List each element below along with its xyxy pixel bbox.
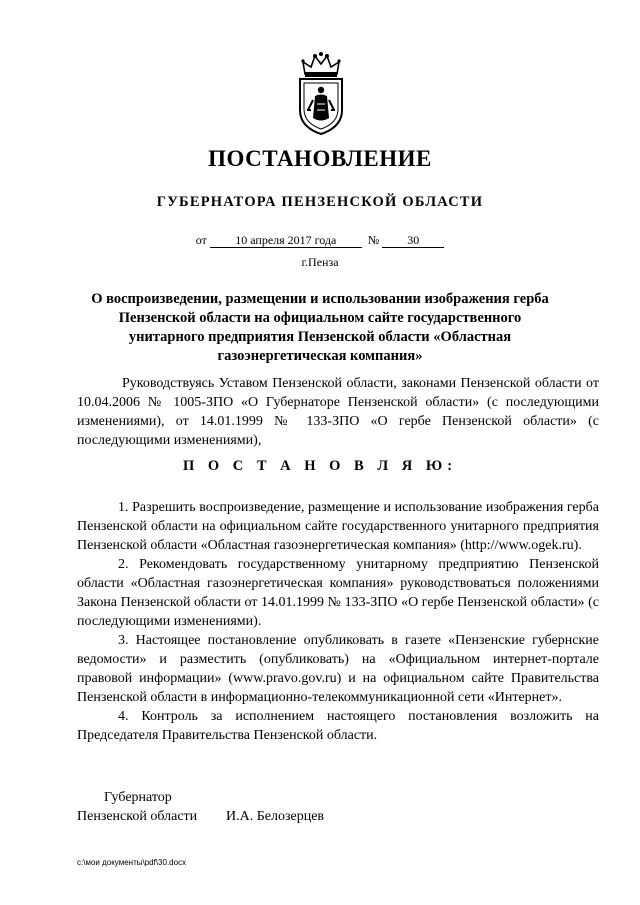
date-prefix: от <box>195 233 207 247</box>
decree-items <box>77 498 599 745</box>
decree-item-2: 2. Рекомендовать государственному унитарному предприятию Пензенской области «Областная газоэнергетическая компания» руководствоваться положениями Закона Пензенской области от 14.01.1999 № 133-ЗПО «О гербе Пензенской области» (с последующими изменениями). <box>77 557 599 629</box>
document-heading: О воспроизведении, размещении и использовании изображения герба Пензенской области на официальном сайте государственного унитарного предприятия Пензенской области «Областная газоэнергетическая компания» <box>91 291 549 364</box>
city: г.Пенза <box>301 255 339 269</box>
coat-of-arms-icon <box>291 52 351 136</box>
document-number: 30 <box>382 234 444 248</box>
preamble-paragraph: Руководствуясь Уставом Пензенской области, законами Пензенской области от 10.04.2006 № 1005-ЗПО «О Губернаторе Пензенской области» (с последующими изменениями), от 14.01.1999 № 133-ЗПО «О гербе Пензенской области» (с последующими изменениями), <box>77 376 599 448</box>
decree-word: П О С Т А Н О В Л Я Ю: <box>182 458 458 474</box>
number-prefix: № <box>367 233 380 247</box>
document-title: ПОСТАНОВЛЕНИЕ <box>208 146 432 171</box>
decree-item-1: 1. Разрешить воспроизведение, размещение и использование изображения герба Пензенской области на официальном сайте государственного унитарного предприятия Пензенской области «Областная газоэнергетическая компания» (http://www.ogek.ru). <box>77 500 599 553</box>
decree-item-4: 4. Контроль за исполнением настоящего постановления возложить на Председателя Правительства Пензенской области. <box>77 709 599 743</box>
signatory-title: Губернатор <box>104 790 172 805</box>
signatory-region: Пензенской области <box>77 809 198 824</box>
date-line <box>0 233 640 248</box>
signatory-name: И.А. Белозерцев <box>226 809 325 824</box>
issuer-subtitle: ГУБЕРНАТОРА ПЕНЗЕНСКОЙ ОБЛАСТИ <box>156 194 484 210</box>
document-date: 10 апреля 2017 года <box>210 234 362 248</box>
decree-item-3: 3. Настоящее постановление опубликовать в газете «Пензенские губернские ведомости» и разместить (опубликовать) на «Официальном интернет-портале правовой информации» (www.pravo.gov.ru) и на официальном сайте Правительства Пензенской области в информационно-телекоммуникационной сети «Интернет». <box>77 633 599 705</box>
file-path-footer: c:\мои документы\pdf\30.docx <box>77 858 187 867</box>
